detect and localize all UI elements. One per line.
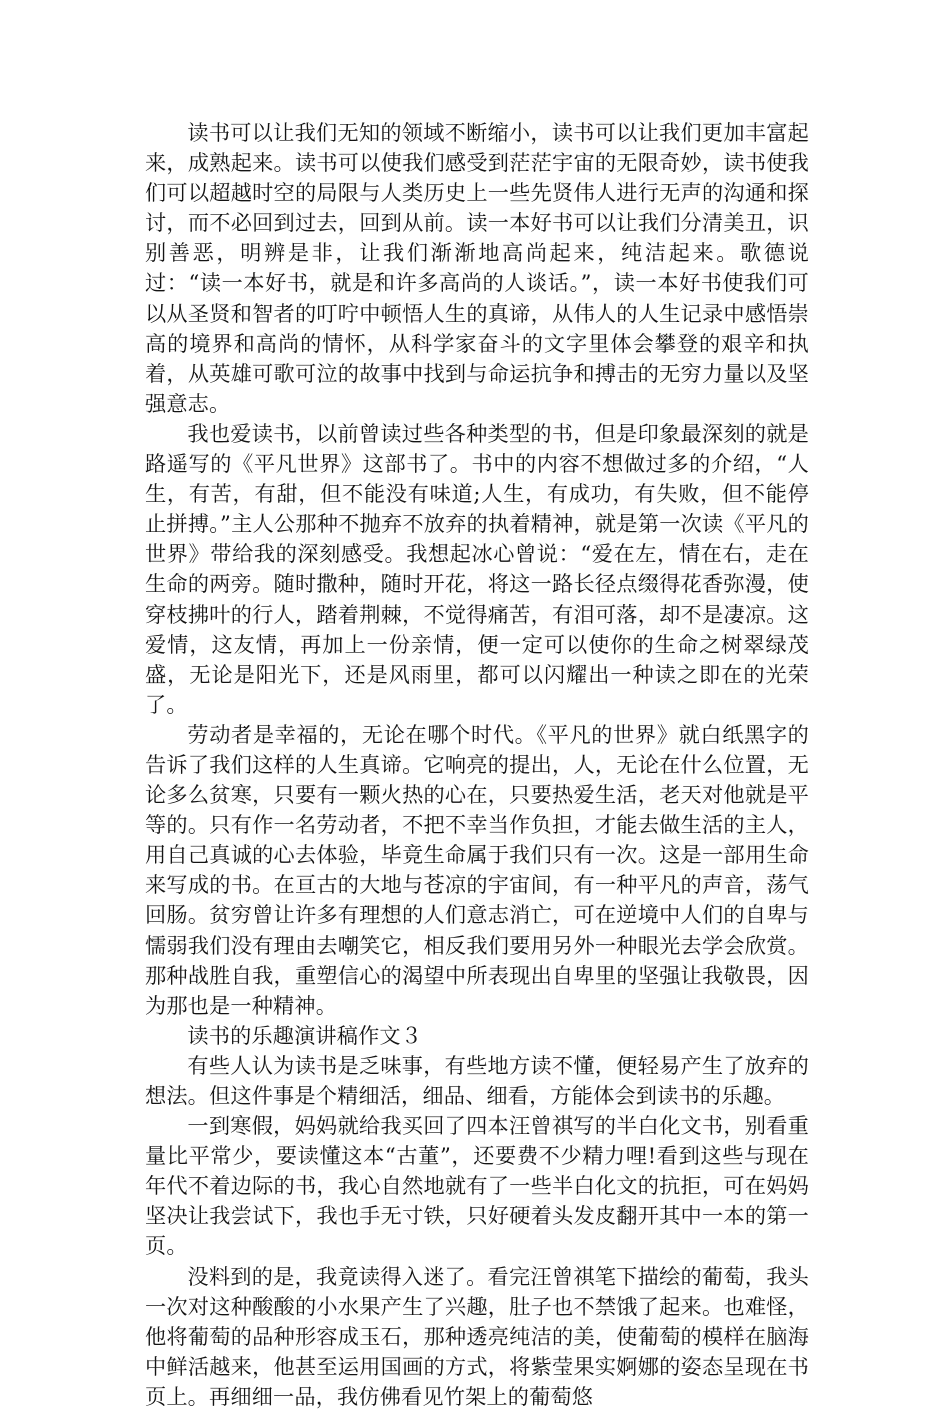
paragraph-winter-break: 一到寒假，妈妈就给我买回了四本汪曾祺写的半白化文书，别看重量比平常少，要读懂这本“古董”，还要费不少精力哩!看到这些与现在年代不着边际的书，我心自然地就有了一些半白化文的抗拒，可在妈妈坚决让我尝试下，我也手无寸铁，只好硬着头发皮翻开其中一本的第一页。 [145,1113,809,1259]
paragraph-reading-fun: 有些人认为读书是乏味事，有些地方读不懂，便轻易产生了放弃的想法。但这件事是个精细活，细品、细看，方能体会到读书的乐趣。 [145,1052,809,1108]
paragraph-grapes: 没料到的是，我竟读得入迷了。看完汪曾祺笔下描绘的葡萄，我头一次对这种酸酸的小水果产生了兴趣，肚子也不禁饿了起来。也难怪，他将葡萄的品种形容成玉石，那种透亮纯洁的美，使葡萄的模样在脑海中鲜活越来，他甚至运用国画的方式，将紫莹果实婀娜的姿态呈现在书页上。再细细一品，我仿佛看见竹架上的葡萄悠 [145,1263,809,1409]
paragraph-reading-benefits: 读书可以让我们无知的领域不断缩小，读书可以让我们更加丰富起来，成熟起来。读书可以使我们感受到茫茫宇宙的无限奇妙，读书使我们可以超越时空的局限与人类历史上一些先贤伟人进行无声的沟通和探讨，而不必回到过去，回到从前。读一本好书可以让我们分清美丑，识别善恶，明辨是非，让我们渐渐地高尚起来，纯洁起来。歌德说过：“读一本好书，就是和许多高尚的人谈话。”，读一本好书使我们可以从圣贤和智者的叮咛中顿悟人生的真谛，从伟人的人生记录中感悟崇高的境界和高尚的情怀，从科学家奋斗的文字里体会攀登的艰辛和执着，从英雄可歌可泣的故事中找到与命运抗争和搏击的无穷力量以及坚强意志。 [145,120,809,416]
document-body [145,118,809,1412]
section-heading: 读书的乐趣演讲稿作文３ [187,1022,423,1048]
paragraph-ordinary-world: 我也爱读书，以前曾读过些各种类型的书，但是印象最深刻的就是路遥写的《平凡世界》这部书了。书中的内容不想做过多的介绍，“人生，有苦，有甜，但不能没有味道;人生，有成功，有失败，但不能停止拼搏。”主人公那种不抛弃不放弃的执着精神，就是第一次读《平凡的世界》带给我的深刻感受。我想起冰心曾说：“爱在左，情在右，走在生命的两旁。随时撒种，随时开花，将这一路长径点缀得花香弥漫，使穿枝拂叶的行人，踏着荆棘，不觉得痛苦，有泪可落，却不是凄凉。这爱情，这友情，再加上一份亲情，便一定可以使你的生命之树翠绿茂盛，无论是阳光下，还是风雨里，都可以闪耀出一种读之即在的光荣了。 [145,420,809,717]
paragraph-laborers-happy: 劳动者是幸福的，无论在哪个时代。《平凡的世界》就白纸黑字的告诉了我们这样的人生真谛。它响亮的提出，人，无论在什么位置，无论多么贫寒，只要有一颗火热的心在，只要热爱生活，老天对他就是平等的。只有作一名劳动者，不把不幸当作负担，才能去做生活的主人，用自己真诚的心去体验，毕竟生命属于我们只有一次。这是一部用生命来写成的书。在亘古的大地与苍凉的宇宙间，有一种平凡的声音，荡气回肠。贫穷曾让许多有理想的人们意志消亡，可在逆境中人们的自卑与懦弱我们没有理由去嘲笑它，相反我们要用另外一种眼光去学会欣赏。那种战胜自我，重塑信心的渴望中所表现出自卑里的坚强让我敬畏，因为那也是一种精神。 [145,721,809,1018]
